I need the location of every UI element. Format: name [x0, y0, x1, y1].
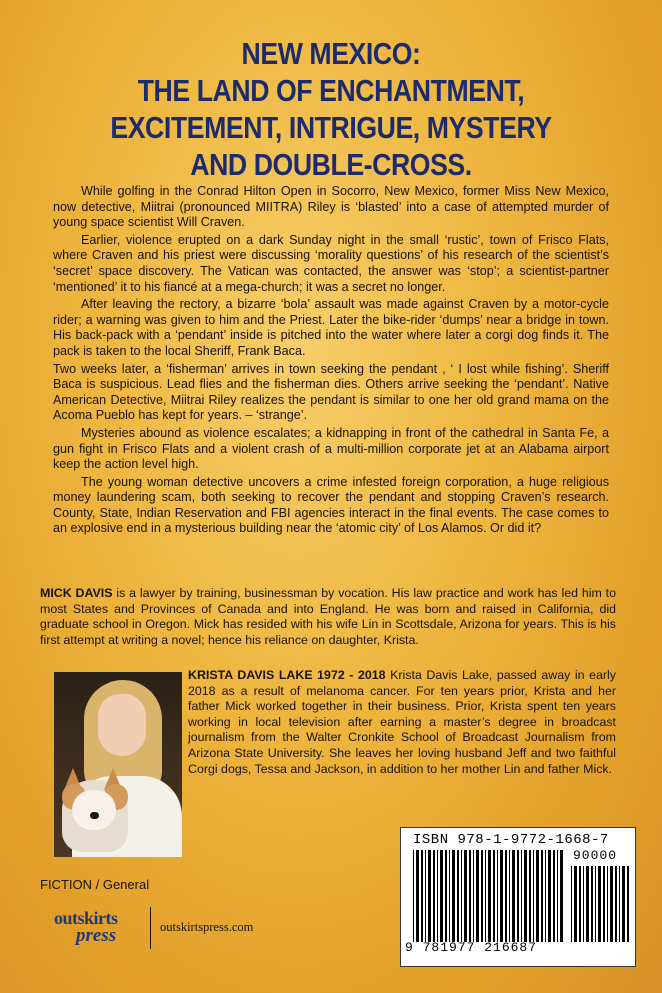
publisher-logo-bottom: press — [76, 925, 117, 946]
isbn-barcode — [400, 827, 636, 967]
headline-line-4: AND DOUBLE-CROSS. — [190, 147, 472, 182]
memorial-name: KRISTA DAVIS LAKE 1972 - 2018 — [188, 668, 386, 682]
author-bio-text: is a lawyer by training, businessman by vocation. His law practice and work has led him to most States and Provinces of Canada and into England. He was born and raised in California, did graduate school in Oregon. Mick has resided with his wife Lin in Scottsdale, Arizona for years. This is his first attempt at writing a novel; hence his reliance on daughter, Krista. — [40, 586, 616, 647]
author-bio — [40, 586, 616, 648]
isbn-number: ISBN 978-1-9772-1668-7 — [413, 832, 609, 848]
headline-line-3: EXCITEMENT, INTRIGUE, MYSTERY — [110, 110, 552, 145]
memorial-body: Krista Davis Lake, passed away in early 2018 as a result of melanoma cancer. For ten years prior, Krista and her father Mick worked together in their business. Prior, Krista spent ten years working in local television after earning a master’s degree in broadcast journalism from the Walter Cronkite School of Broadcast Journalism from Arizona State University. She leaves her loving husband Jeff and two faithful Corgi dogs, Tessa and Jackson, in addition to her mother Lin and father Mick. — [188, 668, 616, 776]
barcode-price-code: 90000 — [573, 848, 618, 863]
synopsis-paragraph: Two weeks later, a ‘fisherman’ arrives in town seeking the pendant , ‘ I lost while fishing’. Sheriff Baca is suspicious. Lead flies and the fisherman dies. Others arrive seeking the ‘pendant’. Native American Detective, Miitrai Riley realizes the pendant is similar to one her old grand mama on the Acoma Pueblo has kept for years. – ‘strange’. — [53, 361, 609, 423]
synopsis-paragraph: Earlier, violence erupted on a dark Sunday night in the small ‘rustic’, town of Frisco Flats, where Craven and his priest were discussing ‘morality questions’ of his research of the scientist’s ‘secret’ space discovery. The Vatican was contacted, the answer was ‘stop’; a scientist-partner ‘mentioned’ it to his fiancé at a mega-church; it was a secret no longer. — [53, 232, 609, 294]
publisher-divider — [150, 907, 151, 949]
author-name: MICK DAVIS — [40, 586, 113, 600]
synopsis-paragraph: Mysteries abound as violence escalates; a kidnapping in front of the cathedral in Santa Fe, a gun fight in Frisco Flats and a violent crash of a multi-million corporate jet at an Alabama airport keep the action level high. — [53, 425, 609, 472]
barcode-digits: 9 781977 216687 — [405, 940, 538, 955]
synopsis-paragraph: While golfing in the Conrad Hilton Open in Socorro, New Mexico, former Miss New Mexico, now detective, Miitrai (pronounced MIITRA) Riley is ‘blasted’ into a case of attempted murder of young space scientist Will Craven. — [53, 184, 609, 230]
publisher-logo — [54, 908, 138, 948]
headline-line-1: NEW MEXICO: — [241, 36, 421, 71]
genre-label: FICTION / General — [40, 877, 150, 892]
headline — [46, 35, 615, 183]
author-photo — [54, 672, 182, 857]
memorial-text — [188, 668, 616, 777]
synopsis — [53, 184, 609, 539]
synopsis-paragraph: The young woman detective uncovers a crime infested foreign corporation, a huge religious money laundering scam, both seeking to recover the pendant and stopping Craven’s research. County, State, Indian Reservation and FBI agencies interact in the final events. The case comes to an explosive end in a mysterious building near the ‘atomic city’ of Los Alamos. Or did it? — [53, 474, 609, 536]
synopsis-paragraph: After leaving the rectory, a bizarre ‘bola’ assault was made against Craven by a motor-cycle rider; a warning was given to him and the Priest. Later the bike-rider ‘dumps’ near a bridge in town. His back-pack with a ‘pendant’ inside is pitched into the water where later a corgi dog finds it. The pack is taken to the local Sheriff, Frank Baca. — [53, 297, 609, 358]
publisher-url: outskirtspress.com — [160, 920, 254, 934]
barcode-bars-main — [413, 850, 563, 942]
barcode-bars-addon — [571, 866, 629, 942]
publisher-logo-top: outskirts — [54, 908, 118, 928]
headline-line-2: THE LAND OF ENCHANTMENT, — [137, 73, 525, 108]
